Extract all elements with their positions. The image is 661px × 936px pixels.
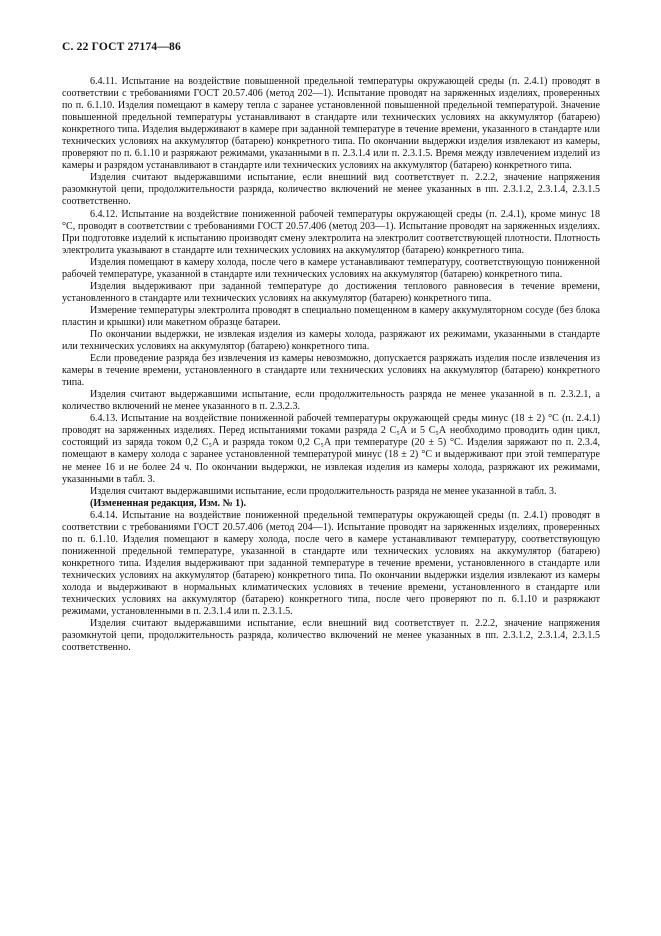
paragraph-6-4-12-criteria: Изделия считают выдержавшими испытание, если продолжительность разряда не менее указанной в п. 2.3.2.1, а количество включений не менее указанного в п. 2.3.2.3. — [62, 389, 600, 413]
paragraph-6-4-12-alternative: Если проведение разряда без извлечения из камеры невозможно, допускается разряжать изделия после извлечения из камеры в течение времени, установленного в стандарте или технических условиях на аккумулятор (батарею) конкретного типа. — [62, 353, 600, 389]
paragraph-6-4-11-criteria: Изделия считают выдержавшими испытание, если внешний вид соответствует п. 2.2.2, значение напряжения разомкнутой цепи, продолжительности разряда, количество включений не менее указанных в пп. 2.3.1.2, 2.3.1.4, 2.3.1.5 соответственно. — [62, 172, 600, 208]
page-header: С. 22 ГОСТ 27174—86 — [62, 41, 181, 53]
paragraph-6-4-12-measure: Измерение температуры электролита проводят в специально помещенном в камеру аккумуляторном сосуде (без блока пластин и крышки) или макетном образце батареи. — [62, 304, 600, 328]
paragraph-6-4-13-criteria: Изделия считают выдержавшими испытание, если продолжительность разряда не менее указанной в табл. 3. — [90, 485, 557, 497]
paragraph-6-4-14-criteria: Изделия считают выдержавшими испытание, если внешний вид соответствует п. 2.2.2, значение напряжения разомкнутой цепи, продолжительность разряда, количество включений не менее указанных в пп. 2.3.1.2, 2.3.1.4, 2.3.1.5 соответственно. — [62, 618, 600, 654]
paragraph-6-4-12-hold: Изделия выдерживают при заданной температуре до достижения теплового равновесия в течение времени, установленного в стандарте или технических условиях на аккумулятор (батарею) конкретного типа. — [62, 280, 600, 304]
body-text — [62, 76, 600, 654]
paragraph-6-4-12-discharge: По окончании выдержки, не извлекая изделия из камеры холода, разряжают их режимами, указанными в стандарте или технических условиях на аккумулятор (батарею) конкретного типа. — [62, 328, 600, 353]
amendment-note: (Измененная редакция, Изм. № 1). — [90, 497, 247, 509]
paragraph-6-4-12-chamber: Изделия помещают в камеру холода, после чего в камере устанавливают температуру, соответствующую пониженной рабочей температуре, указанной в стандарте или технических условиях на аккумулятор (батарею) конкретного типа. — [62, 256, 600, 280]
paragraph-6-4-14: 6.4.14. Испытание на воздействие пониженной предельной температуры окружающей среды (п. 2.4.1) проводят в соответствии с требованиями ГОСТ 20.57.406 (метод 204—1). Испытание проводят на заряженных изделиях, проверенных по п. 6.1.10. Изделия помещают в камеру холода, после чего в камере устанавливают температуру, соответствующую пониженной предельной температуре, указанной в стандарте или технических условиях на аккумулятор (батарею) конкретного типа. Изделия выдерживают при заданной температуре в течение времени, установленного в стандарте или технических условиях на аккумулятор (батарею) конкретного типа. По окончании выдержки изделия извлекают из камеры холода и выдерживают в нормальных климатических условиях в течение времени, установленного в стандарте или технических условиях на аккумулятор (батарею) конкретного типа, после чего проверяют по п. 6.1.10 и разряжают режимами, установленными в п. 2.3.1.4 или п. 2.3.1.5. — [62, 509, 600, 618]
paragraph-6-4-11: 6.4.11. Испытание на воздействие повышенной предельной температуры окружающей среды (п. 2.4.1) проводят в соответствии с требованиями ГОСТ 20.57.406 (метод 202—1). Испытание проводят на заряженных изделиях, проверенных по п. 6.1.10. Изделия помещают в камеру тепла с заранее установленной повышенной предельной температурой. Значение повышенной предельной температуры устанавливают в стандарте или технических условиях на аккумулятор (батарею) конкретного типа. Изделия выдерживают в камере при заданной температуре в течение времени, указанного в стандарте или технических условиях на аккумулятор (батарею) конкретного типа. По окончании выдержки изделия извлекают из камеры, проверяют по п. 6.1.10 и разряжают режимами, указанными в п. 2.3.1.4 или п. 2.3.1.5. Время между извлечением изделий из камеры и разрядом устанавливают в стандарте или технических условиях на аккумулятор (батарею) конкретного типа. — [62, 76, 600, 172]
paragraph-6-4-12: 6.4.12. Испытание на воздействие пониженной рабочей температуры окружающей среды (п. 2.4.1), кроме минус 18 °С, проводят в соответствии с требованиями ГОСТ 20.57.406 (метод 203—1). Испытание проводят на заряженных изделиях. При подготовке изделий к испытанию производят смену электролита на электролит соответствующей плотности. Плотность электролита указывают в стандарте или технических условиях на аккумулятор (батарею) конкретного типа. — [62, 208, 600, 256]
paragraph-6-4-13: 6.4.13. Испытание на воздействие пониженной рабочей температуры окружающей среды минус (18 ± 2) °С (п. 2.4.1) проводят на заряженных изделиях. Перед испытаниями токами разряда 2 С₅А и 5 С₅А необходимо проводить один цикл, состоящий из заряда током 0,2 С₅А и разряда током 0,2 С₅А при температуре (20 ± 5) °С. Изделия заряжают по п. 2.3.4, помещают в камеру холода с заранее установленной температурой минус (18 ± 2) °С и выдерживают при этой температуре не менее 16 и не более 24 ч. По окончании выдержки, не извлекая изделия из камеры холода, разряжают их режимами, указанными в табл. 3. — [62, 413, 600, 485]
